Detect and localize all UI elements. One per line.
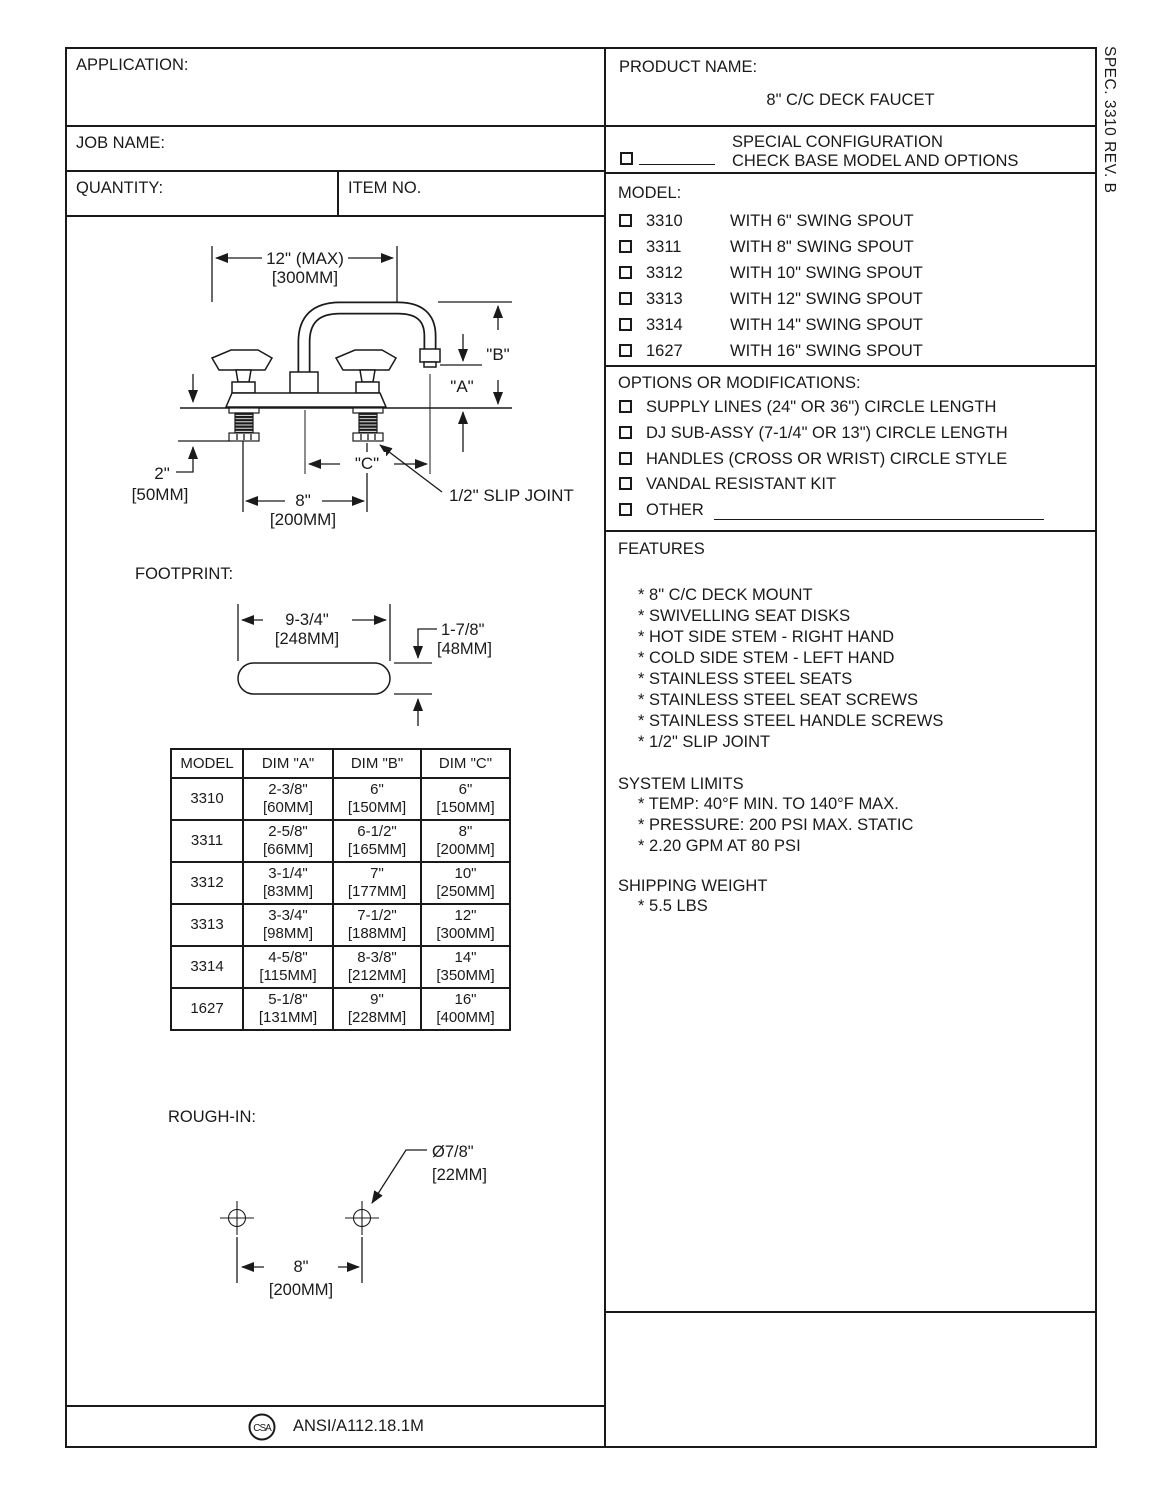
item-no-box bbox=[337, 170, 606, 217]
table-row bbox=[171, 946, 510, 988]
table-header-row bbox=[171, 749, 510, 778]
model-checkbox-3311[interactable] bbox=[619, 240, 632, 253]
table-row bbox=[171, 988, 510, 1030]
feature-item: * STAINLESS STEEL HANDLE SCREWS bbox=[618, 711, 1083, 732]
model-checkbox-3310[interactable] bbox=[619, 214, 632, 227]
table-row bbox=[171, 904, 510, 946]
dim-2-mm: [50MM] bbox=[131, 485, 189, 504]
model-desc: WITH 10" SWING SPOUT bbox=[730, 264, 923, 282]
model-desc: WITH 12" SWING SPOUT bbox=[730, 290, 923, 308]
features-box bbox=[604, 530, 1097, 1313]
cell-model: 3310 bbox=[171, 778, 243, 820]
csa-logo-icon bbox=[247, 1412, 277, 1442]
application-label: APPLICATION: bbox=[76, 56, 189, 74]
rough-in-labels bbox=[168, 1108, 487, 1299]
option-row bbox=[606, 398, 1095, 418]
product-name-label: PRODUCT NAME: bbox=[619, 58, 758, 76]
footprint-view bbox=[238, 604, 437, 726]
model-row bbox=[606, 290, 1095, 310]
option-row bbox=[606, 501, 1095, 521]
model-checkbox-3314[interactable] bbox=[619, 318, 632, 331]
model-checkbox-3312[interactable] bbox=[619, 266, 632, 279]
model-row bbox=[606, 316, 1095, 336]
cell-dim-a: 2-3/8" [60MM] bbox=[243, 778, 333, 820]
model-code: 3311 bbox=[646, 238, 682, 256]
feature-item: * 1/2" SLIP JOINT bbox=[618, 732, 1083, 753]
option-row bbox=[606, 450, 1095, 470]
dim-b-label: "B" bbox=[486, 345, 510, 364]
cell-dim-a: 4-5/8" [115MM] bbox=[243, 946, 333, 988]
cell-dim-c: 10" [250MM] bbox=[421, 862, 510, 904]
col-header-dim-b: DIM "B" bbox=[333, 749, 421, 778]
model-row bbox=[606, 238, 1095, 258]
model-code: 1627 bbox=[646, 342, 683, 360]
features-title: FEATURES bbox=[618, 540, 705, 558]
special-config-blank[interactable] bbox=[639, 149, 715, 165]
cell-dim-c: 12" [300MM] bbox=[421, 904, 510, 946]
col-header-model: MODEL bbox=[171, 749, 243, 778]
model-section-title: MODEL: bbox=[618, 184, 682, 202]
cell-model: 3314 bbox=[171, 946, 243, 988]
model-code: 3313 bbox=[646, 290, 683, 308]
cell-dim-b: 6" [150MM] bbox=[333, 778, 421, 820]
cell-model: 3312 bbox=[171, 862, 243, 904]
footprint-depth-mm: [48MM] bbox=[437, 640, 493, 658]
feature-item: * 8" C/C DECK MOUNT bbox=[618, 585, 1083, 606]
model-code: 3314 bbox=[646, 316, 683, 334]
model-desc: WITH 6" SWING SPOUT bbox=[730, 212, 914, 230]
system-limit-item: * TEMP: 40°F MIN. TO 140°F MAX. bbox=[618, 794, 1083, 815]
quantity-label: QUANTITY: bbox=[76, 179, 164, 197]
model-desc: WITH 8" SWING SPOUT bbox=[730, 238, 914, 256]
rough-in-spacing-mm: [200MM] bbox=[268, 1281, 334, 1299]
dim-a-label: "A" bbox=[450, 377, 474, 396]
dim-12-max: 12" (MAX) bbox=[266, 249, 344, 268]
option-checkbox-vandal-kit[interactable] bbox=[619, 477, 632, 490]
option-label: DJ SUB-ASSY (7-1/4" OR 13") CIRCLE LENGTH bbox=[646, 424, 1008, 442]
model-row bbox=[606, 342, 1095, 362]
feature-item: * COLD SIDE STEM - LEFT HAND bbox=[618, 648, 1083, 669]
job-name-label: JOB NAME: bbox=[76, 134, 165, 152]
option-other-blank[interactable] bbox=[714, 504, 1044, 520]
cell-dim-c: 6" [150MM] bbox=[421, 778, 510, 820]
rough-in-title: ROUGH-IN: bbox=[168, 1108, 256, 1126]
option-label: HANDLES (CROSS OR WRIST) CIRCLE STYLE bbox=[646, 450, 1008, 468]
cell-dim-b: 7-1/2" [188MM] bbox=[333, 904, 421, 946]
dim-8-label: 8" bbox=[295, 491, 311, 510]
model-code: 3310 bbox=[646, 212, 683, 230]
model-box bbox=[604, 172, 1097, 367]
rough-in-view bbox=[220, 1150, 427, 1283]
shipping-weight-item: * 5.5 LBS bbox=[618, 896, 1083, 917]
option-label: SUPPLY LINES (24" OR 36") CIRCLE LENGTH bbox=[646, 398, 997, 416]
product-name: 8" C/C DECK FAUCET bbox=[766, 91, 935, 109]
cell-dim-c: 16" [400MM] bbox=[421, 988, 510, 1030]
dim-2-label: 2" bbox=[154, 464, 170, 483]
table-row bbox=[171, 862, 510, 904]
feature-item: * STAINLESS STEEL SEATS bbox=[618, 669, 1083, 690]
options-section-title: OPTIONS OR MODIFICATIONS: bbox=[618, 374, 861, 392]
cell-model: 3313 bbox=[171, 904, 243, 946]
options-box bbox=[604, 365, 1097, 532]
model-desc: WITH 16" SWING SPOUT bbox=[730, 342, 923, 360]
model-checkbox-3313[interactable] bbox=[619, 292, 632, 305]
option-checkbox-supply-lines[interactable] bbox=[619, 400, 632, 413]
shipping-weight-title: SHIPPING WEIGHT bbox=[618, 877, 768, 895]
quantity-box bbox=[65, 170, 339, 217]
rough-in-spacing: 8" bbox=[293, 1258, 309, 1276]
model-code: 3312 bbox=[646, 264, 683, 282]
system-limits-title: SYSTEM LIMITS bbox=[618, 775, 744, 793]
option-checkbox-handles[interactable] bbox=[619, 452, 632, 465]
right-bottom-empty-box bbox=[604, 1311, 1097, 1448]
table-row bbox=[171, 820, 510, 862]
special-config-line2: CHECK BASE MODEL AND OPTIONS bbox=[732, 152, 1019, 170]
cell-dim-a: 3-1/4" [83MM] bbox=[243, 862, 333, 904]
system-limit-item: * PRESSURE: 200 PSI MAX. STATIC bbox=[618, 815, 1083, 836]
model-row bbox=[606, 212, 1095, 232]
cell-dim-b: 8-3/8" [212MM] bbox=[333, 946, 421, 988]
option-checkbox-other[interactable] bbox=[619, 503, 632, 516]
system-limit-item: * 2.20 GPM AT 80 PSI bbox=[618, 836, 1083, 857]
option-label: OTHER bbox=[646, 501, 704, 519]
feature-item: * HOT SIDE STEM - RIGHT HAND bbox=[618, 627, 1083, 648]
item-no-label: ITEM NO. bbox=[348, 179, 422, 197]
footprint-title: FOOTPRINT: bbox=[135, 565, 234, 583]
cell-dim-a: 5-1/8" [131MM] bbox=[243, 988, 333, 1030]
special-config-box bbox=[604, 125, 1097, 174]
certification-footer bbox=[65, 1405, 606, 1448]
cell-model: 1627 bbox=[171, 988, 243, 1030]
cell-dim-c: 14" [350MM] bbox=[421, 946, 510, 988]
model-desc: WITH 14" SWING SPOUT bbox=[730, 316, 923, 334]
dimension-table bbox=[170, 748, 511, 1031]
cell-dim-a: 3-3/4" [98MM] bbox=[243, 904, 333, 946]
special-config-checkbox[interactable] bbox=[620, 152, 633, 165]
job-name-box bbox=[65, 125, 606, 172]
feature-item: * SWIVELLING SEAT DISKS bbox=[618, 606, 1083, 627]
footprint-depth: 1-7/8" bbox=[441, 621, 485, 639]
cell-model: 3311 bbox=[171, 820, 243, 862]
option-checkbox-dj-sub-assy[interactable] bbox=[619, 426, 632, 439]
spec-revision-edge-label: SPEC. 3310 REV. B bbox=[1101, 46, 1118, 194]
option-row bbox=[606, 424, 1095, 444]
model-checkbox-1627[interactable] bbox=[619, 344, 632, 357]
cell-dim-c: 8" [200MM] bbox=[421, 820, 510, 862]
option-label: VANDAL RESISTANT KIT bbox=[646, 475, 837, 493]
dim-c-label: "C" bbox=[354, 454, 380, 473]
product-name-box bbox=[604, 47, 1097, 127]
table-row bbox=[171, 778, 510, 820]
dim-8-mm: [200MM] bbox=[269, 510, 337, 529]
drawing-area bbox=[65, 215, 606, 1407]
svg-text:CSA: CSA bbox=[253, 1422, 271, 1434]
dim-12-max-mm: [300MM] bbox=[271, 268, 339, 287]
hole-diameter: Ø7/8" bbox=[432, 1143, 474, 1161]
col-header-dim-c: DIM "C" bbox=[421, 749, 510, 778]
slip-joint-label: 1/2" SLIP JOINT bbox=[449, 486, 574, 505]
footprint-width: 9-3/4" bbox=[285, 611, 329, 629]
col-header-dim-a: DIM "A" bbox=[243, 749, 333, 778]
ansi-standard-label: ANSI/A112.18.1M bbox=[293, 1417, 424, 1435]
special-config-line1: SPECIAL CONFIGURATION bbox=[732, 133, 943, 151]
feature-item: * STAINLESS STEEL SEAT SCREWS bbox=[618, 690, 1083, 711]
footprint-labels bbox=[135, 565, 492, 658]
cell-dim-b: 9" [228MM] bbox=[333, 988, 421, 1030]
cell-dim-a: 2-5/8" [66MM] bbox=[243, 820, 333, 862]
faucet-dimension-labels bbox=[132, 249, 574, 529]
option-row bbox=[606, 475, 1095, 495]
cell-dim-b: 6-1/2" [165MM] bbox=[333, 820, 421, 862]
model-row bbox=[606, 264, 1095, 284]
application-box bbox=[65, 47, 606, 127]
cell-dim-b: 7" [177MM] bbox=[333, 862, 421, 904]
footprint-width-mm: [248MM] bbox=[274, 630, 340, 648]
hole-diameter-mm: [22MM] bbox=[432, 1166, 488, 1184]
